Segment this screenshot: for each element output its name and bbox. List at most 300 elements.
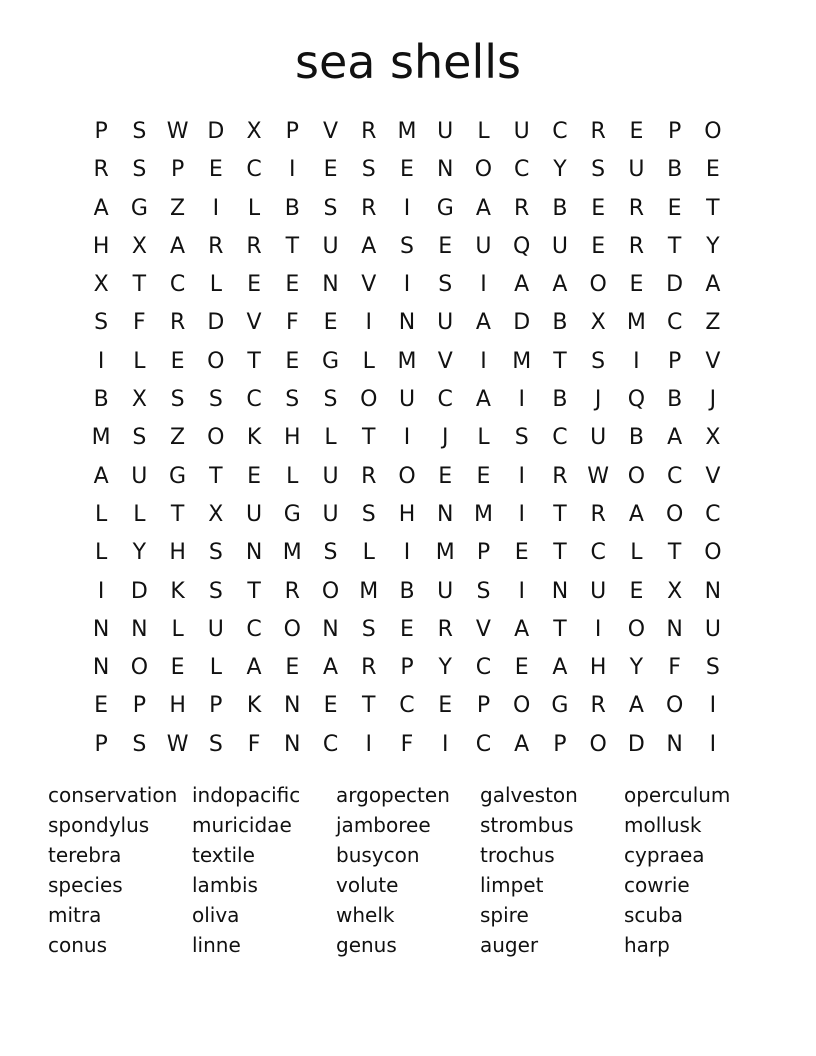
grid-letter[interactable]: A xyxy=(93,195,109,221)
grid-letter[interactable]: M xyxy=(359,578,379,604)
grid-letter[interactable]: K xyxy=(246,693,262,719)
grid-letter[interactable]: I xyxy=(403,540,411,566)
grid-letter[interactable]: D xyxy=(130,578,148,604)
grid-letter[interactable]: L xyxy=(630,540,643,566)
grid-letter[interactable]: V xyxy=(246,310,262,336)
grid-letter[interactable]: T xyxy=(362,425,376,451)
grid-letter[interactable]: S xyxy=(323,540,338,566)
grid-letter[interactable]: S xyxy=(591,157,606,183)
grid-letter[interactable]: N xyxy=(284,693,301,719)
grid-letter[interactable]: H xyxy=(284,425,301,451)
grid-letter[interactable]: E xyxy=(629,578,644,604)
grid-letter[interactable]: N xyxy=(704,578,722,604)
grid-letter[interactable]: T xyxy=(706,195,720,221)
grid-letter[interactable]: B xyxy=(552,387,568,413)
grid-letter[interactable]: S xyxy=(132,731,147,757)
grid-letter[interactable]: B xyxy=(284,195,300,221)
grid-letter[interactable]: E xyxy=(438,693,453,719)
grid-letter[interactable]: A xyxy=(322,655,339,681)
grid-letter[interactable]: H xyxy=(92,233,110,259)
grid-letter[interactable]: M xyxy=(473,501,493,527)
word-item: linne xyxy=(192,933,241,957)
grid-letter[interactable]: S xyxy=(591,348,606,374)
grid-letter[interactable]: H xyxy=(398,501,416,527)
grid-letter[interactable]: P xyxy=(209,693,223,719)
letter-grid xyxy=(82,113,732,764)
grid-letter[interactable]: U xyxy=(704,616,721,642)
grid-letter[interactable]: E xyxy=(170,655,185,681)
grid-letter[interactable]: N xyxy=(92,655,110,681)
grid-letter[interactable]: I xyxy=(633,348,640,374)
grid-letter[interactable]: F xyxy=(668,655,681,681)
grid-letter[interactable]: L xyxy=(362,348,375,374)
grid-row xyxy=(82,343,732,381)
grid-letter[interactable]: H xyxy=(169,540,186,566)
grid-letter[interactable]: X xyxy=(131,233,147,259)
grid-letter[interactable]: Q xyxy=(627,387,646,413)
grid-letter[interactable]: C xyxy=(552,119,568,144)
grid-letter[interactable]: S xyxy=(285,387,300,413)
grid-letter[interactable]: S xyxy=(476,578,491,604)
grid-letter[interactable]: R xyxy=(628,233,645,259)
grid-letter[interactable]: O xyxy=(321,578,340,604)
grid-letter[interactable]: U xyxy=(437,578,454,604)
grid-letter[interactable]: Y xyxy=(553,157,567,183)
grid-letter[interactable]: K xyxy=(246,425,262,451)
grid-letter[interactable]: M xyxy=(91,425,111,451)
grid-letter[interactable]: X xyxy=(93,272,109,298)
grid-letter[interactable]: H xyxy=(169,693,186,719)
grid-letter[interactable]: E xyxy=(400,616,414,642)
grid-letter[interactable]: V xyxy=(475,616,491,642)
grid-letter[interactable]: X xyxy=(208,501,224,527)
grid-letter[interactable]: B xyxy=(552,310,568,336)
grid-letter[interactable]: E xyxy=(323,693,338,719)
grid-letter[interactable]: T xyxy=(132,272,147,298)
grid-letter[interactable]: T xyxy=(170,501,185,527)
grid-letter[interactable]: U xyxy=(590,425,607,451)
word-item: harp xyxy=(624,933,670,957)
grid-letter[interactable]: P xyxy=(667,119,682,144)
grid-letter[interactable]: E xyxy=(629,119,644,144)
grid-letter[interactable]: B xyxy=(667,387,683,413)
grid-letter[interactable]: P xyxy=(400,655,414,681)
grid-letter[interactable]: C xyxy=(246,157,262,183)
grid-letter[interactable]: B xyxy=(399,578,415,604)
grid-letter[interactable]: T xyxy=(209,463,223,489)
grid-letter[interactable]: E xyxy=(629,272,644,298)
grid-letter[interactable]: R xyxy=(361,119,377,144)
grid-letter[interactable]: A xyxy=(246,655,262,681)
grid-letter[interactable]: R xyxy=(361,655,377,681)
grid-letter[interactable]: T xyxy=(667,540,682,566)
grid-letter[interactable]: F xyxy=(247,731,261,757)
grid-letter[interactable]: U xyxy=(513,119,530,144)
grid-letter[interactable]: S xyxy=(361,157,376,183)
grid-letter[interactable]: T xyxy=(667,233,682,259)
grid-letter[interactable]: S xyxy=(323,387,338,413)
grid-letter[interactable]: L xyxy=(133,501,146,527)
grid-letter[interactable]: I xyxy=(365,310,372,336)
grid-letter[interactable]: R xyxy=(590,693,606,719)
grid-letter[interactable]: A xyxy=(361,233,377,259)
grid-letter[interactable]: E xyxy=(247,272,261,298)
grid-letter[interactable]: I xyxy=(403,195,411,221)
grid-letter[interactable]: Z xyxy=(170,195,186,221)
grid-letter[interactable]: C xyxy=(475,655,492,681)
grid-letter[interactable]: J xyxy=(709,387,717,413)
grid-letter[interactable]: B xyxy=(552,195,568,221)
grid-letter[interactable]: W xyxy=(166,731,189,757)
grid-letter[interactable]: S xyxy=(94,310,109,336)
grid-letter[interactable]: E xyxy=(323,157,338,183)
grid-letter[interactable]: N xyxy=(666,616,683,642)
grid-letter[interactable]: M xyxy=(435,540,455,566)
grid-letter[interactable]: C xyxy=(246,616,262,642)
grid-letter[interactable]: S xyxy=(705,655,720,681)
grid-letter[interactable]: E xyxy=(514,540,529,566)
grid-letter[interactable]: Y xyxy=(132,540,147,566)
grid-letter[interactable]: K xyxy=(170,578,185,604)
grid-letter[interactable]: I xyxy=(480,272,487,298)
grid-letter[interactable]: M xyxy=(626,310,646,336)
grid-letter[interactable]: Z xyxy=(705,310,721,336)
grid-letter[interactable]: T xyxy=(285,233,300,259)
grid-letter[interactable]: S xyxy=(438,272,453,298)
grid-letter[interactable]: O xyxy=(627,463,646,489)
word-item: cowrie xyxy=(624,873,690,897)
grid-letter[interactable]: F xyxy=(400,731,414,757)
grid-letter[interactable]: I xyxy=(212,195,220,221)
grid-letter[interactable]: U xyxy=(551,233,568,259)
grid-letter[interactable]: L xyxy=(324,425,337,451)
grid-letter[interactable]: L xyxy=(286,463,299,489)
grid-letter[interactable]: S xyxy=(361,501,376,527)
grid-letter[interactable]: V xyxy=(705,348,721,374)
grid-letter[interactable]: U xyxy=(437,310,454,336)
grid-letter[interactable]: P xyxy=(476,693,491,719)
grid-letter[interactable]: U xyxy=(322,463,339,489)
grid-letter[interactable]: I xyxy=(709,693,717,719)
grid-letter[interactable]: A xyxy=(552,272,568,298)
grid-letter[interactable]: C xyxy=(169,272,186,298)
grid-letter[interactable]: U xyxy=(628,157,645,183)
grid-letter[interactable]: I xyxy=(518,463,525,489)
grid-letter[interactable]: R xyxy=(361,463,377,489)
grid-letter[interactable]: E xyxy=(285,348,300,374)
grid-letter[interactable]: G xyxy=(130,195,148,221)
grid-letter[interactable]: X xyxy=(590,310,606,336)
grid-letter[interactable]: A xyxy=(514,731,530,757)
grid-letter[interactable]: S xyxy=(400,233,414,259)
grid-letter[interactable]: B xyxy=(667,157,683,183)
grid-letter[interactable]: I xyxy=(97,348,105,374)
grid-letter[interactable]: E xyxy=(94,693,109,719)
grid-letter[interactable]: I xyxy=(518,578,525,604)
grid-letter[interactable]: D xyxy=(207,310,225,336)
grid-letter[interactable]: R xyxy=(361,195,377,221)
grid-letter[interactable]: S xyxy=(208,731,223,757)
grid-letter[interactable]: U xyxy=(207,616,224,642)
grid-letter[interactable]: O xyxy=(207,425,225,451)
grid-letter[interactable]: O xyxy=(627,616,646,642)
grid-letter[interactable]: P xyxy=(667,348,682,374)
grid-letter[interactable]: T xyxy=(553,501,567,527)
grid-letter[interactable]: P xyxy=(553,731,567,757)
grid-letter[interactable]: L xyxy=(94,540,108,566)
grid-letter[interactable]: J xyxy=(594,387,602,413)
grid-letter[interactable]: L xyxy=(94,501,108,527)
word-item: genus xyxy=(336,933,397,957)
grid-letter[interactable]: L xyxy=(247,195,261,221)
grid-letter[interactable]: C xyxy=(322,731,339,757)
grid-letter[interactable]: U xyxy=(322,233,339,259)
word-item: lambis xyxy=(192,873,258,897)
grid-letter[interactable]: C xyxy=(552,425,568,451)
grid-letter[interactable]: R xyxy=(93,157,109,183)
grid-letter[interactable]: O xyxy=(704,540,722,566)
grid-letter[interactable]: I xyxy=(403,425,411,451)
grid-letter[interactable]: S xyxy=(208,578,223,604)
grid-letter[interactable]: N xyxy=(245,540,263,566)
grid-letter[interactable]: J xyxy=(441,425,449,451)
grid-letter[interactable]: I xyxy=(480,348,487,374)
grid-letter[interactable]: E xyxy=(591,195,606,221)
grid-letter[interactable]: C xyxy=(514,157,530,183)
grid-letter[interactable]: O xyxy=(665,693,684,719)
grid-letter[interactable]: G xyxy=(551,693,569,719)
grid-letter[interactable]: E xyxy=(400,157,414,183)
grid-letter[interactable]: R xyxy=(590,119,606,144)
grid-letter[interactable]: F xyxy=(285,310,299,336)
grid-letter[interactable]: S xyxy=(208,540,223,566)
grid-letter[interactable]: C xyxy=(399,693,415,719)
grid-letter[interactable]: O xyxy=(589,731,607,757)
grid-letter[interactable]: V xyxy=(361,272,377,298)
grid-letter[interactable]: P xyxy=(94,119,108,144)
grid-letter[interactable]: T xyxy=(553,348,567,374)
grid-letter[interactable]: R xyxy=(169,310,186,336)
grid-letter[interactable]: B xyxy=(93,387,109,413)
grid-letter[interactable]: I xyxy=(441,731,449,757)
grid-letter[interactable]: S xyxy=(361,616,376,642)
grid-letter[interactable]: U xyxy=(590,578,607,604)
grid-letter[interactable]: A xyxy=(705,272,721,298)
grid-letter[interactable]: E xyxy=(208,157,223,183)
grid-letter[interactable]: W xyxy=(166,119,189,144)
word-item: argopecten xyxy=(336,783,450,807)
grid-letter[interactable]: D xyxy=(513,310,531,336)
grid-letter[interactable]: R xyxy=(208,233,224,259)
grid-letter[interactable]: D xyxy=(627,731,645,757)
grid-letter[interactable]: U xyxy=(437,119,454,144)
grid-letter[interactable]: I xyxy=(403,272,411,298)
grid-letter[interactable]: N xyxy=(92,616,110,642)
grid-letter[interactable]: R xyxy=(552,463,568,489)
grid-letter[interactable]: D xyxy=(207,119,225,144)
grid-letter[interactable]: Z xyxy=(170,425,186,451)
grid-letter[interactable]: G xyxy=(321,348,340,374)
grid-letter[interactable]: O xyxy=(283,616,301,642)
grid-letter[interactable]: C xyxy=(705,501,721,527)
grid-letter[interactable]: C xyxy=(246,387,262,413)
grid-letter[interactable]: E xyxy=(285,272,300,298)
grid-letter[interactable]: C xyxy=(666,463,683,489)
grid-letter[interactable]: E xyxy=(438,233,453,259)
grid-letter[interactable]: I xyxy=(365,731,372,757)
grid-letter[interactable]: L xyxy=(477,119,490,144)
grid-letter[interactable]: P xyxy=(476,540,491,566)
grid-letter[interactable]: L xyxy=(477,425,490,451)
grid-letter[interactable]: L xyxy=(209,655,222,681)
grid-letter[interactable]: V xyxy=(437,348,453,374)
grid-letter[interactable]: C xyxy=(666,310,683,336)
grid-letter[interactable]: A xyxy=(475,195,491,221)
grid-letter[interactable]: P xyxy=(94,731,108,757)
grid-letter[interactable]: A xyxy=(475,310,491,336)
grid-letter[interactable]: L xyxy=(209,272,222,298)
grid-letter[interactable]: T xyxy=(362,693,376,719)
grid-letter[interactable]: Y xyxy=(438,655,452,681)
grid-letter[interactable]: I xyxy=(709,731,717,757)
grid-letter[interactable]: I xyxy=(289,157,296,183)
grid-letter[interactable]: S xyxy=(208,387,223,413)
grid-letter[interactable]: R xyxy=(590,501,606,527)
grid-letter[interactable]: N xyxy=(398,310,416,336)
grid-letter[interactable]: M xyxy=(282,540,302,566)
grid-letter[interactable]: I xyxy=(518,387,525,413)
grid-letter[interactable]: U xyxy=(322,501,339,527)
grid-letter[interactable]: A xyxy=(514,616,530,642)
grid-letter[interactable]: N xyxy=(131,616,148,642)
grid-letter[interactable]: A xyxy=(628,501,644,527)
grid-letter[interactable]: X xyxy=(131,387,147,413)
grid-letter[interactable]: L xyxy=(362,540,375,566)
grid-letter[interactable]: M xyxy=(397,119,417,144)
grid-letter[interactable]: N xyxy=(666,731,683,757)
grid-letter[interactable]: U xyxy=(131,463,148,489)
grid-letter[interactable]: V xyxy=(322,119,339,144)
grid-letter[interactable]: P xyxy=(132,693,146,719)
grid-letter[interactable]: O xyxy=(513,693,531,719)
grid-letter[interactable]: S xyxy=(170,387,185,413)
grid-letter[interactable]: P xyxy=(285,119,299,144)
grid-letter[interactable]: O xyxy=(589,272,607,298)
grid-letter[interactable]: T xyxy=(553,616,567,642)
grid-letter[interactable]: N xyxy=(436,501,454,527)
grid-letter[interactable]: E xyxy=(170,348,185,374)
grid-letter[interactable]: O xyxy=(665,501,684,527)
grid-letter[interactable]: O xyxy=(704,119,722,144)
grid-letter[interactable]: A xyxy=(170,233,186,259)
grid-letter[interactable]: A xyxy=(93,463,109,489)
grid-letter[interactable]: X xyxy=(246,119,262,144)
grid-letter[interactable]: E xyxy=(476,463,491,489)
grid-letter[interactable]: R xyxy=(514,195,530,221)
grid-letter[interactable]: L xyxy=(133,348,146,374)
grid-letter[interactable]: R xyxy=(284,578,300,604)
grid-letter[interactable]: O xyxy=(474,157,493,183)
grid-letter[interactable]: I xyxy=(518,501,525,527)
grid-letter[interactable]: E xyxy=(247,463,261,489)
grid-letter[interactable]: E xyxy=(591,233,606,259)
grid-letter[interactable]: E xyxy=(514,655,529,681)
grid-letter[interactable]: T xyxy=(247,578,261,604)
grid-letter[interactable]: U xyxy=(398,387,416,413)
grid-letter[interactable]: E xyxy=(667,195,682,221)
grid-letter[interactable]: M xyxy=(397,348,417,374)
grid-letter[interactable]: E xyxy=(705,157,720,183)
grid-letter[interactable]: G xyxy=(169,463,187,489)
grid-letter[interactable]: A xyxy=(514,272,530,298)
grid-letter[interactable]: N xyxy=(436,157,454,183)
grid-letter[interactable]: S xyxy=(132,425,147,451)
grid-letter[interactable]: T xyxy=(247,348,261,374)
grid-letter[interactable]: C xyxy=(590,540,606,566)
grid-letter[interactable]: O xyxy=(207,348,225,374)
grid-letter[interactable]: D xyxy=(666,272,684,298)
grid-letter[interactable]: L xyxy=(171,616,184,642)
grid-letter[interactable]: G xyxy=(436,195,454,221)
grid-letter[interactable]: G xyxy=(283,501,301,527)
grid-letter[interactable]: Y xyxy=(629,655,644,681)
grid-letter[interactable]: A xyxy=(475,387,491,413)
grid-letter[interactable]: X xyxy=(667,578,683,604)
grid-letter[interactable]: N xyxy=(284,731,301,757)
grid-letter[interactable]: W xyxy=(587,463,610,489)
word-item: textile xyxy=(192,843,255,867)
grid-letter[interactable]: N xyxy=(322,272,339,298)
grid-letter[interactable]: I xyxy=(594,616,602,642)
grid-letter[interactable]: R xyxy=(437,616,453,642)
grid-letter[interactable]: E xyxy=(285,655,300,681)
grid-letter[interactable]: S xyxy=(514,425,529,451)
grid-letter[interactable]: I xyxy=(97,578,105,604)
grid-letter[interactable]: N xyxy=(551,578,569,604)
grid-letter[interactable]: A xyxy=(628,693,644,719)
grid-letter[interactable]: Y xyxy=(706,233,720,259)
grid-letter[interactable]: E xyxy=(323,310,338,336)
grid-letter[interactable]: A xyxy=(667,425,683,451)
grid-letter[interactable]: A xyxy=(552,655,568,681)
grid-letter[interactable]: R xyxy=(246,233,262,259)
word-column xyxy=(624,780,768,960)
grid-letter[interactable]: T xyxy=(553,540,567,566)
grid-letter[interactable]: M xyxy=(512,348,532,374)
grid-letter[interactable]: C xyxy=(475,731,492,757)
grid-letter[interactable]: C xyxy=(437,387,453,413)
grid-letter[interactable]: N xyxy=(322,616,339,642)
grid-letter[interactable]: O xyxy=(398,463,416,489)
grid-letter[interactable]: O xyxy=(360,387,378,413)
grid-letter[interactable]: S xyxy=(132,157,147,183)
grid-letter[interactable]: O xyxy=(130,655,149,681)
grid-row xyxy=(82,419,732,457)
grid-letter[interactable]: H xyxy=(589,655,607,681)
grid-letter[interactable]: U xyxy=(475,233,492,259)
grid-letter[interactable]: P xyxy=(170,157,185,183)
grid-letter[interactable]: R xyxy=(628,195,645,221)
grid-letter[interactable]: Q xyxy=(513,233,531,259)
grid-letter[interactable]: B xyxy=(628,425,644,451)
grid-letter[interactable]: F xyxy=(133,310,146,336)
grid-letter[interactable]: S xyxy=(132,119,147,144)
grid-letter[interactable]: E xyxy=(438,463,453,489)
grid-letter[interactable]: V xyxy=(705,463,721,489)
grid-letter[interactable]: U xyxy=(246,501,263,527)
grid-letter[interactable]: S xyxy=(323,195,338,221)
grid-letter[interactable]: X xyxy=(705,425,721,451)
